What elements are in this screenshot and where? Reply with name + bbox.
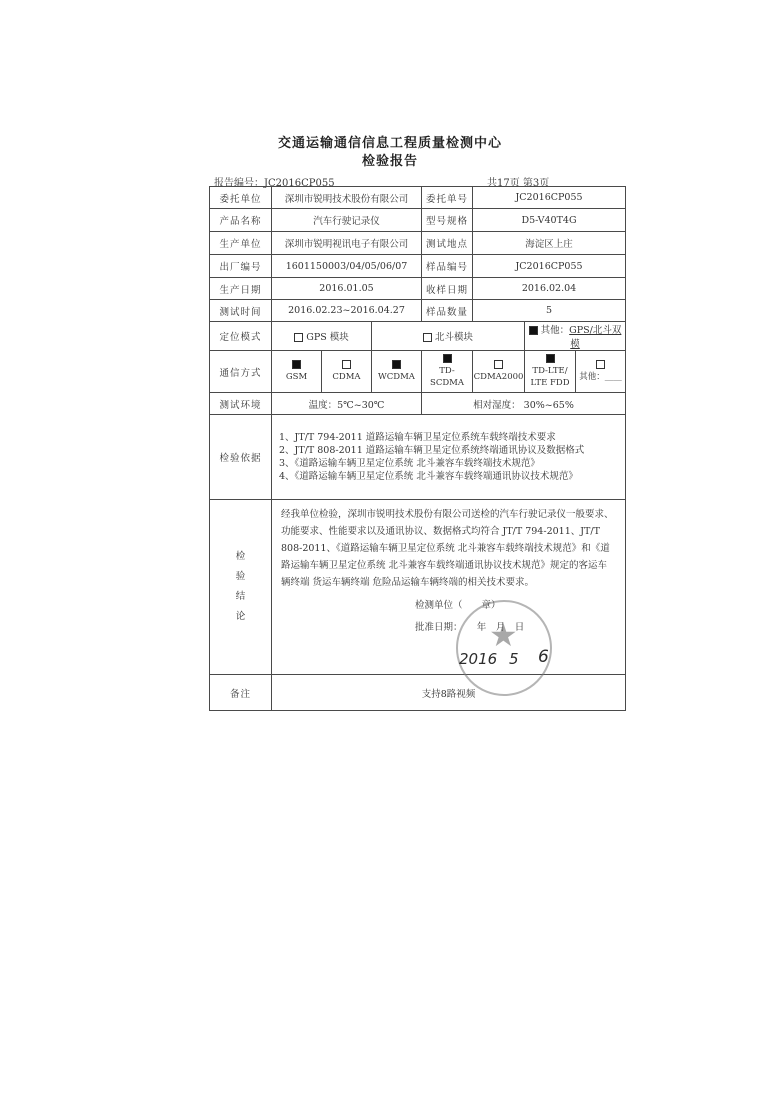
qty-label: 样品数量 xyxy=(422,300,473,322)
product-label: 产品名称 xyxy=(210,209,272,232)
location-label: 测试地点 xyxy=(422,232,473,255)
table-row xyxy=(210,300,626,322)
comm-wcdma: WCDMA xyxy=(372,351,422,393)
comm-lte: TD-LTE/ LTE FDD xyxy=(525,351,576,393)
basis-item: 2、JT/T 808-2011 道路运输车辆卫星定位系统终端通讯协议及数据格式 xyxy=(279,445,585,456)
order-label: 委托单号 xyxy=(422,187,473,209)
handwritten-year: 2016 xyxy=(459,650,498,668)
maker-value: 深圳市锐明视讯电子有限公司 xyxy=(272,232,422,255)
conclusion-text: 经我单位检验，深圳市锐明技术股份有限公司送检的汽车行驶记录仪一般要求、功能要求、性能要求以及通讯协议、数据格式均符合 JT/T 794-2011、JT/T 808-2011、《道路运输车辆卫星定位系统 北斗兼容车载终端技术规范》和《道路运输车辆卫星定位系统 北斗兼容车载终端通讯协议技术规范》规定的客运车辆终端 货运车辆终端 危险品运输车辆终端的相关技术要求。 xyxy=(281,509,614,588)
checkbox-checked-icon xyxy=(546,354,555,363)
basis-label: 检验依据 xyxy=(210,415,272,500)
product-value: 汽车行驶记录仪 xyxy=(272,209,422,232)
serial-label: 出厂编号 xyxy=(210,255,272,278)
checkbox-checked-icon xyxy=(392,360,401,369)
model-value: D5-V40T4G xyxy=(473,209,626,232)
humidity-value: 相对湿度： 30%~65% xyxy=(422,393,626,415)
comm-cdma2000: CDMA2000 xyxy=(473,351,525,393)
comm-td-scdma: TD-SCDMA xyxy=(422,351,473,393)
comm-other: 其他：____ xyxy=(576,351,626,393)
checkbox-checked-icon xyxy=(443,354,452,363)
qty-value: 5 xyxy=(473,300,626,322)
order-value: JC2016CP055 xyxy=(473,187,626,209)
table-row xyxy=(210,187,626,209)
positioning-gps: GPS 模块 xyxy=(272,322,372,351)
checkbox-icon xyxy=(342,360,351,369)
checkbox-checked-icon xyxy=(292,360,301,369)
table-row xyxy=(210,209,626,232)
maker-label: 生产单位 xyxy=(210,232,272,255)
table-row xyxy=(210,255,626,278)
environment-row xyxy=(210,393,626,415)
positioning-beidou: 北斗模块 xyxy=(372,322,525,351)
handwritten-month: 5 xyxy=(509,650,519,668)
basis-item: 1、JT/T 794-2011 道路运输车辆卫星定位系统车载终端技术要求 xyxy=(279,432,556,443)
remarks-value: 支持8路视频 xyxy=(272,675,626,711)
positioning-label: 定位模式 xyxy=(210,322,272,351)
communication-row xyxy=(210,351,626,393)
inspection-unit: 检测单位（ 章） xyxy=(415,600,501,611)
checkbox-icon xyxy=(596,360,605,369)
sample-no-value: JC2016CP055 xyxy=(473,255,626,278)
page-count: 共17页 第3页 xyxy=(487,178,550,189)
org-title: 交通运输通信信息工程质量检测中心 xyxy=(277,136,502,151)
conclusion-content xyxy=(272,500,626,675)
remarks-label: 备注 xyxy=(210,675,272,711)
handwritten-day: 6 xyxy=(538,647,549,667)
report-title: 检验报告 xyxy=(361,154,418,169)
location-value: 海淀区上庄 xyxy=(473,232,626,255)
checkbox-icon xyxy=(423,333,432,342)
positioning-other: 其他：GPS/北斗双模 xyxy=(525,322,626,351)
table-row xyxy=(210,232,626,255)
table-row xyxy=(210,278,626,300)
prod-date-value: 2016.01.05 xyxy=(272,278,422,300)
prod-date-label: 生产日期 xyxy=(210,278,272,300)
basis-content xyxy=(272,415,626,500)
positioning-row xyxy=(210,322,626,351)
report-table xyxy=(209,186,626,711)
basis-row xyxy=(210,415,626,500)
checkbox-icon xyxy=(294,333,303,342)
comm-gsm: GSM xyxy=(272,351,322,393)
checkbox-icon xyxy=(494,360,503,369)
checkbox-checked-icon xyxy=(529,326,538,335)
client-label: 委托单位 xyxy=(210,187,272,209)
basis-item: 3、《道路运输车辆卫星定位系统 北斗兼容车载终端技术规范》 xyxy=(279,458,540,469)
report-number: 报告编号：JC2016CP055 xyxy=(214,178,335,189)
recv-date-value: 2016.02.04 xyxy=(473,278,626,300)
star-icon: ★ xyxy=(489,616,518,654)
conclusion-label: 检 验 结 论 xyxy=(210,500,272,675)
remarks-row xyxy=(210,675,626,711)
test-time-value: 2016.02.23~2016.04.27 xyxy=(272,300,422,322)
recv-date-label: 收样日期 xyxy=(422,278,473,300)
model-label: 型号规格 xyxy=(422,209,473,232)
temperature-value: 温度：5℃~30℃ xyxy=(272,393,422,415)
conclusion-row xyxy=(210,500,626,675)
environment-label: 测试环境 xyxy=(210,393,272,415)
serial-value: 1601150003/04/05/06/07 xyxy=(272,255,422,278)
approval-date: 批准日期： 年 月 日 xyxy=(415,622,525,633)
sample-no-label: 样品编号 xyxy=(422,255,473,278)
comm-cdma: CDMA xyxy=(322,351,372,393)
client-value: 深圳市锐明技术股份有限公司 xyxy=(272,187,422,209)
communication-label: 通信方式 xyxy=(210,351,272,393)
basis-item: 4、《道路运输车辆卫星定位系统 北斗兼容车载终端通讯协议技术规范》 xyxy=(279,471,578,482)
test-time-label: 测试时间 xyxy=(210,300,272,322)
